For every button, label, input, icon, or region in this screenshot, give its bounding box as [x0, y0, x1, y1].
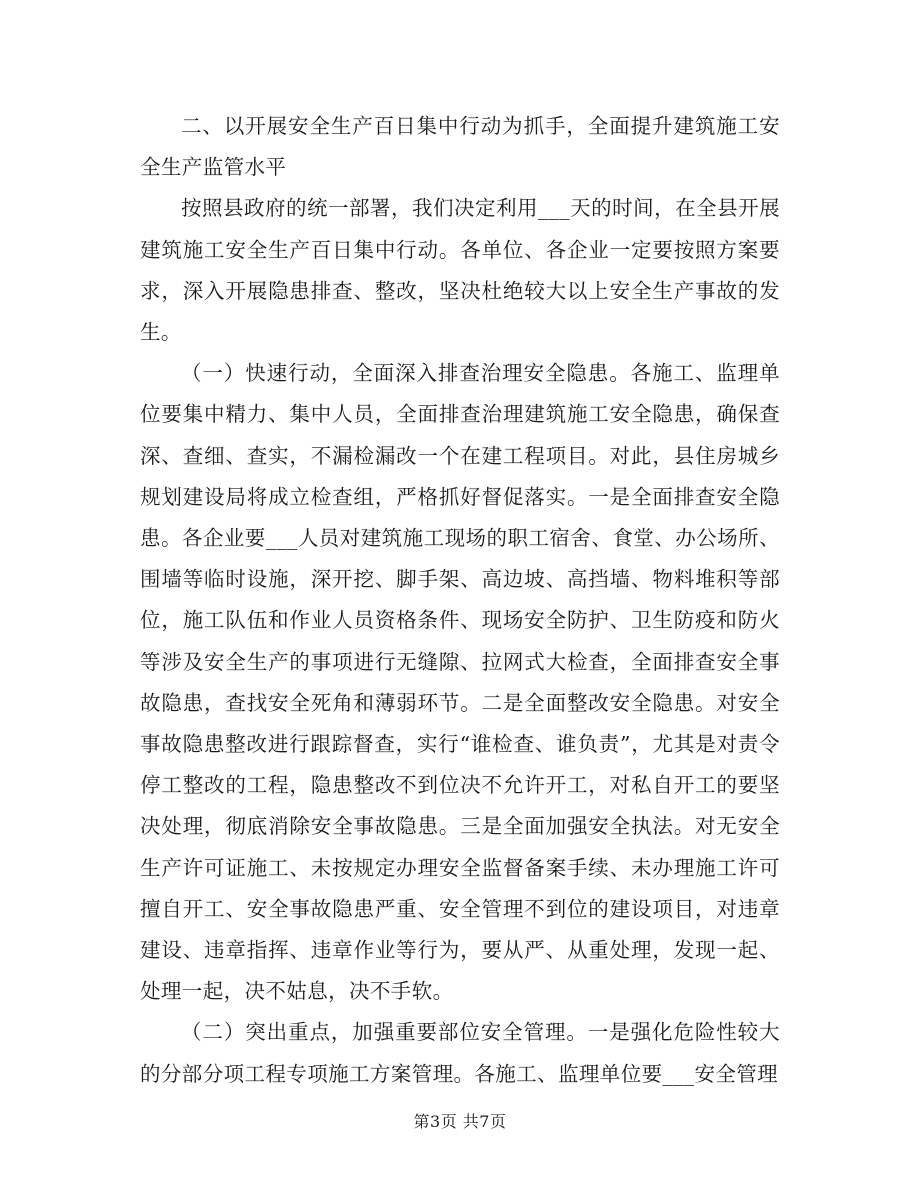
paragraph-section-2: （二）突出重点，加强重要部位安全管理。一是强化危险性较大的分部分项工程专项施工方案管理。各施工、监理单位要___安全管理 [140, 1020, 780, 1086]
document-body [140, 106, 780, 1095]
section-heading: 二、以开展安全生产百日集中行动为抓手，全面提升建筑施工安全生产监管水平 [140, 114, 780, 180]
paragraph-intro: 按照县政府的统一部署，我们决定利用___天的时间，在全县开展建筑施工安全生产百日集中行动。各单位、各企业一定要按照方案要求，深入开展隐患排查、整改，坚决杜绝较大以上安全生产事故的发生。 [140, 196, 780, 345]
page-number: 第3页 共7页 [413, 1112, 507, 1131]
paragraph-section-1: （一）快速行动，全面深入排查治理安全隐患。各施工、监理单位要集中精力、集中人员，全面排查治理建筑施工安全隐患，确保查深、查细、查实，不漏检漏改一个在建工程项目。对此，县住房城乡规划建设局将成立检查组，严格抓好督促落实。一是全面排查安全隐患。各企业要___人员对建筑施工现场的职工宿舍、食堂、办公场所、围墙等临时设施，深开挖、脚手架、高边坡、高挡墙、物料堆积等部位，施工队伍和作业人员资格条件、现场安全防护、卫生防疫和防火等涉及安全生产的事项进行无缝隙、拉网式大检查，全面排查安全事故隐患，查找安全死角和薄弱环节。二是全面整改安全隐患。对安全事故隐患整改进行跟踪督查，实行“谁检查、谁负责”，尤其是对责令停工整改的工程，隐患整改不到位决不允许开工，对私自开工的要坚决处理，彻底消除安全事故隐患。三是全面加强安全执法。对无安全生产许可证施工、未按规定办理安全监督备案手续、未办理施工许可擅自开工、安全事故隐患严重、安全管理不到位的建设项目，对违章建设、违章指挥、违章作业等行为，要从严、从重处理，发现一起、处理一起，决不姑息，决不手软。 [140, 361, 780, 1004]
